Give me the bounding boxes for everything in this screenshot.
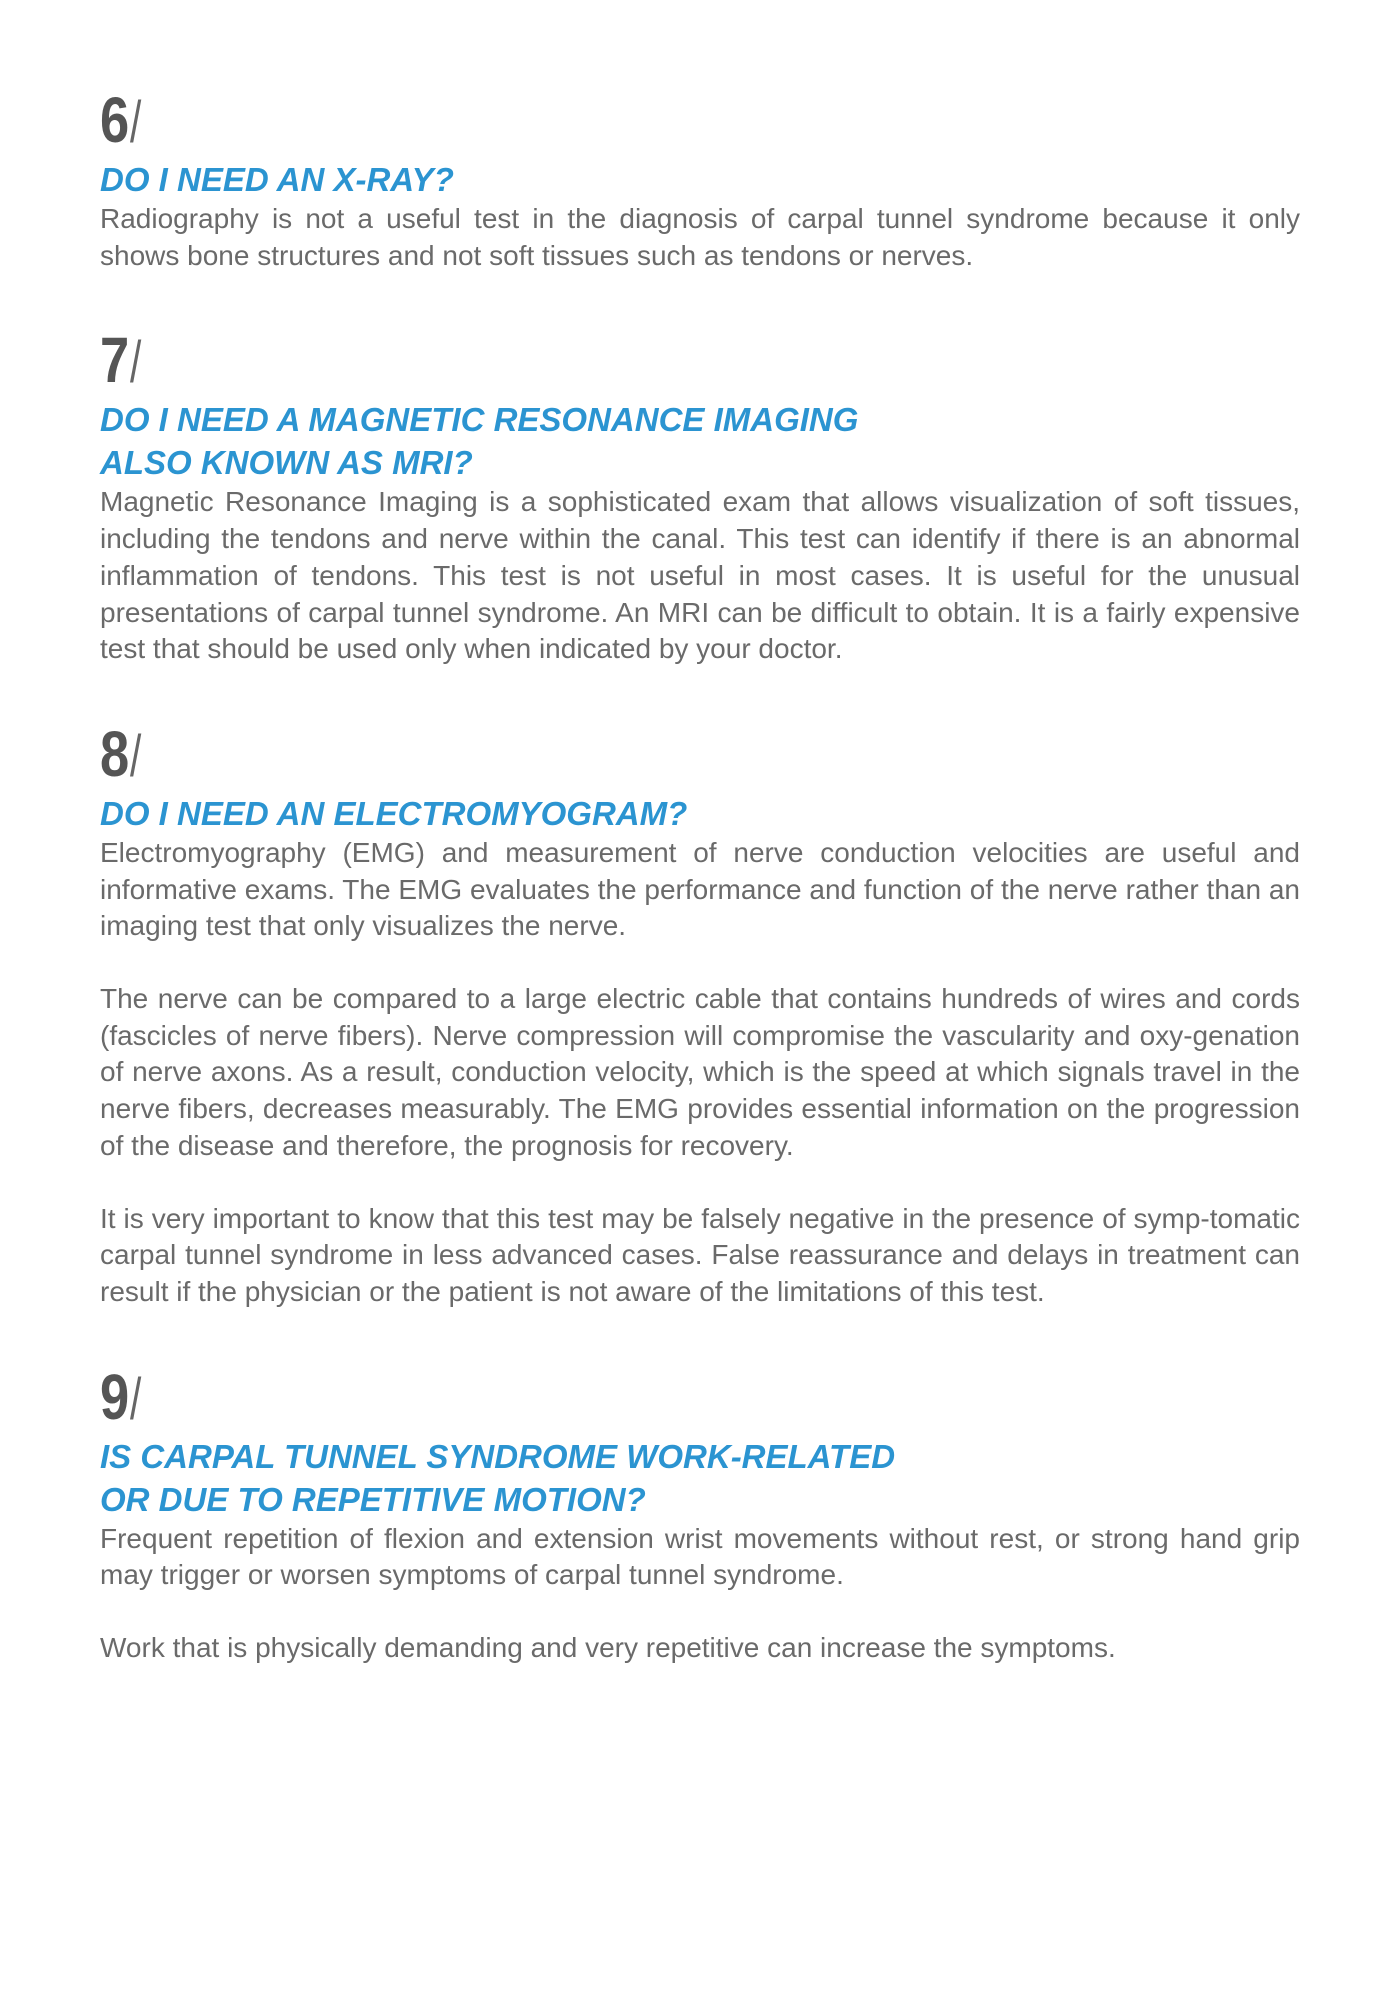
section-number-line xyxy=(100,717,1300,790)
section-heading xyxy=(100,1435,1300,1521)
heading-line: DO I NEED AN ELECTROMYOGRAM? xyxy=(100,794,688,832)
section-7 xyxy=(100,324,1300,668)
paragraph: Magnetic Resonance Imaging is a sophisticated exam that allows visualization of soft tissues, including the tendons and nerve within the canal. This test can identify if there is an abnormal inflammation of tendons. This test is not useful in most cases. It is useful for the unusual presentations of carpal tunnel syndrome. An MRI can be difficult to obtain. It is a fairly expensive test that should be used only when indicated by your doctor. xyxy=(100,486,1300,665)
section-slash: / xyxy=(129,723,141,789)
section-9 xyxy=(100,1360,1300,1667)
section-number: 7 xyxy=(100,324,128,397)
section-number: 9 xyxy=(100,1360,128,1433)
section-number-line xyxy=(100,1360,1300,1433)
paragraph: Radiography is not a useful test in the diagnosis of carpal tunnel syndrome because it only shows bone structures and not soft tissues such as tendons or nerves. xyxy=(100,203,1300,271)
section-number-line xyxy=(100,324,1300,397)
paragraph: Frequent repetition of flexion and extension wrist movements without rest, or strong hand grip may trigger or worsen symptoms of carpal tunnel syndrome. xyxy=(100,1522,1300,1591)
section-heading xyxy=(100,158,1300,201)
section-number: 8 xyxy=(100,717,128,790)
section-8 xyxy=(100,717,1300,1311)
section-heading xyxy=(100,398,1300,484)
heading-line: DO I NEED A MAGNETIC RESONANCE IMAGING xyxy=(100,401,859,439)
section-slash: / xyxy=(129,1366,141,1432)
section-number: 6 xyxy=(100,84,128,156)
paragraph: The nerve can be compared to a large electric cable that contains hundreds of wires and cords (fascicles of nerve fibers). Nerve compression will compromise the vascularity and oxy-genation of nerve axons. As a result, conduction velocity, which is the speed at which signals travel in the nerve fibers, decreases measurably. The EMG provides essential information on the progression of the disease and therefore, the prognosis for recovery. xyxy=(100,983,1300,1161)
paragraph: Work that is physically demanding and very repetitive can increase the symptoms. xyxy=(100,1632,1116,1664)
section-slash: / xyxy=(129,330,141,396)
heading-line: OR DUE TO REPETITIVE MOTION? xyxy=(100,1480,646,1518)
paragraph: It is very important to know that this test may be falsely negative in the presence of symp-tomatic carpal tunnel syndrome in less advanced cases. False reassurance and delays in treatment can result if the physician or the patient is not aware of the limitations of this test. xyxy=(100,1202,1300,1307)
section-slash: / xyxy=(129,90,141,155)
section-heading xyxy=(100,792,1300,835)
heading-line: ALSO KNOWN AS MRI? xyxy=(100,444,473,482)
paragraph: Electromyography (EMG) and measurement of nerve conduction velocities are useful and informative exams. The EMG evaluates the performance and function of the nerve rather than an imaging test that only visualizes the nerve. xyxy=(100,836,1300,942)
heading-line: IS CARPAL TUNNEL SYNDROME WORK-RELATED xyxy=(100,1437,896,1475)
document-page xyxy=(100,84,1300,1731)
heading-line: DO I NEED AN X-RAY? xyxy=(100,161,454,198)
section-number-line xyxy=(100,84,1300,156)
section-6 xyxy=(100,84,1300,274)
